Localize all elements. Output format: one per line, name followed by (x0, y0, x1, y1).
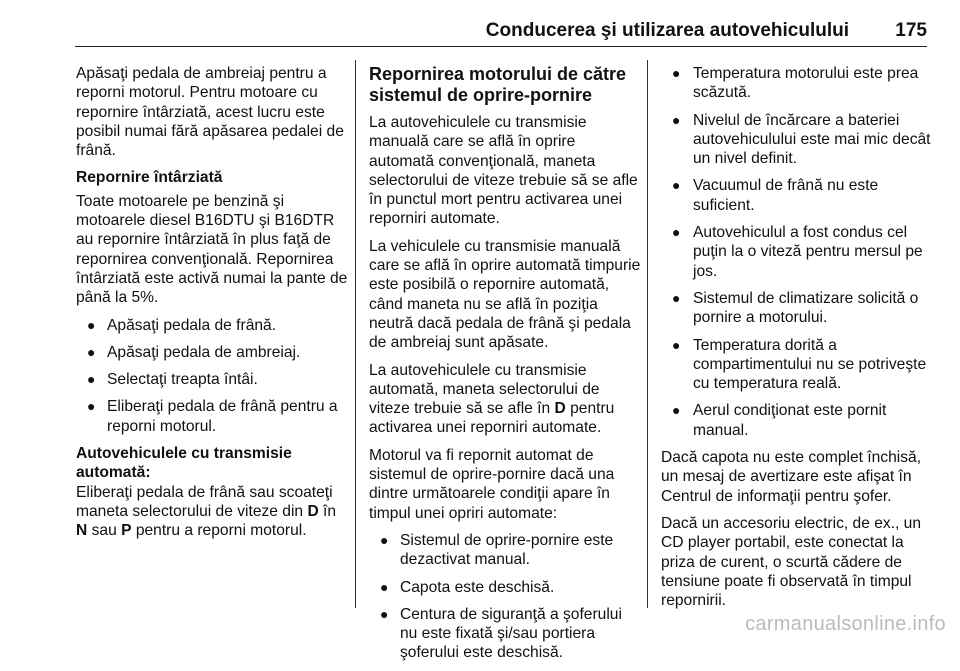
list-item: ● Autovehiculul a fost condus cel puţin la o viteză pentru mersul pe jos. (672, 224, 923, 280)
list-item: ● Capota este deschisă. (380, 578, 555, 596)
bullet-icon: ● (87, 343, 96, 360)
bullet-icon: ● (380, 605, 389, 622)
bullet-list (76, 316, 348, 436)
list-item: ● Apăsaţi pedala de frână. (87, 316, 277, 334)
section-title: Conducerea şi utilizarea autovehiculului (485, 20, 849, 41)
column-2 (369, 64, 641, 671)
section-heading: Repornirea motorului de către sistemul de oprire-pornire (369, 64, 627, 105)
list-item: ● Selectaţi treapta întâi. (87, 371, 258, 389)
column-1 (76, 64, 348, 549)
subheading-automatic: Autovehiculele cu transmisie automată: (76, 445, 292, 482)
paragraph: La vehiculele cu transmisie manuală care se află în oprire automată timpurie este posibilă o repornire automată, când maneta nu se află în poziţia neutră dacă pedala de frână şi pedala de ambreiaj sunt apăsate. (369, 237, 641, 352)
paragraph: Dacă capota nu este complet închisă, un mesaj de avertizare este afişat în Centrul de informaţii pentru şofer. (661, 449, 922, 505)
bullet-icon: ● (672, 224, 681, 241)
list-item: ● Apăsaţi pedala de ambreiaj. (87, 343, 301, 361)
subheading-delayed-restart: Repornire întârziată (76, 169, 223, 187)
paragraph: La autovehiculele cu transmisie automată, maneta selectorului de viteze trebuie să se afle în D pentru activarea unei reporniri automate. (369, 361, 615, 437)
bullet-list (661, 64, 931, 440)
bullet-list (369, 531, 641, 663)
list-item: ● Nivelul de încărcare a bateriei autovehiculului este mai mic decât un nivel definit. (672, 111, 931, 168)
list-item: ● Aerul condiţionat este pornit manual. (672, 402, 887, 439)
intro-paragraph: Apăsaţi pedala de ambreiaj pentru a reporni motorul. Pentru motoare cu repornire întârziată, acest lucru este posibil numai fără apăsarea pedalei de frână. (76, 65, 344, 160)
paragraph: La autovehiculele cu transmisie manuală care se află în oprire automată convenţională, maneta selectorului de viteze trebuie să se afle în punctul mort pentru activarea unei reporniri automate. (369, 114, 638, 228)
bullet-icon: ● (87, 398, 96, 415)
column-divider (647, 60, 648, 608)
paragraph: Motorul va fi repornit automat de sistemul de oprire-pornire dacă una dintre următoarele condiţii apare în timpul unei opriri automate: (369, 446, 615, 522)
bullet-icon: ● (380, 578, 389, 595)
list-item: ● Sistemul de oprire-pornire este dezactivat manual. (380, 531, 614, 569)
bullet-icon: ● (672, 402, 681, 419)
bullet-icon: ● (672, 177, 681, 194)
list-item: ● Centura de siguranţă a şoferului nu este fixată şi/sau portiera şoferului este deschisă. (380, 605, 622, 662)
paragraph: Dacă un accesoriu electric, de ex., un CD player portabil, este conectat la priza de curent, o scurtă cădere de tensiune poate fi observată în timpul repornirii. (661, 514, 922, 610)
automatic-paragraph: Eliberaţi pedala de frână sau scoateţi maneta selectorului de viteze din D în N sau P pentru a reporni motorul. (76, 483, 337, 540)
bullet-icon: ● (672, 289, 681, 306)
list-item: ● Sistemul de climatizare solicită o pornire a motorului. (672, 289, 919, 327)
list-item: ● Temperatura motorului este prea scăzută. (672, 65, 919, 102)
page-header (75, 0, 927, 47)
bullet-icon: ● (380, 531, 389, 548)
watermark: carmanualsonline.info (745, 613, 946, 635)
column-3 (661, 64, 931, 618)
bullet-icon: ● (672, 111, 681, 128)
delayed-restart-paragraph: Toate motoarele pe benzină şi motoarele diesel B16DTU şi B16DTR au repornire întârziată în plus faţă de repornirea convenţională. Repornirea întârziată este activă numai la pante de până la 5%. (76, 192, 348, 307)
bullet-icon: ● (87, 371, 96, 388)
bullet-icon: ● (87, 316, 96, 333)
list-item: ● Eliberaţi pedala de frână pentru a reporni motorul. (87, 398, 338, 435)
list-item: ● Vacuumul de frână nu este suficient. (672, 177, 879, 214)
column-divider (355, 60, 356, 608)
page-number: 175 (895, 20, 927, 41)
bullet-icon: ● (672, 336, 681, 353)
list-item: ● Temperatura dorită a compartimentului nu se potriveşte cu temperatura reală. (672, 336, 927, 393)
bullet-icon: ● (672, 65, 681, 81)
